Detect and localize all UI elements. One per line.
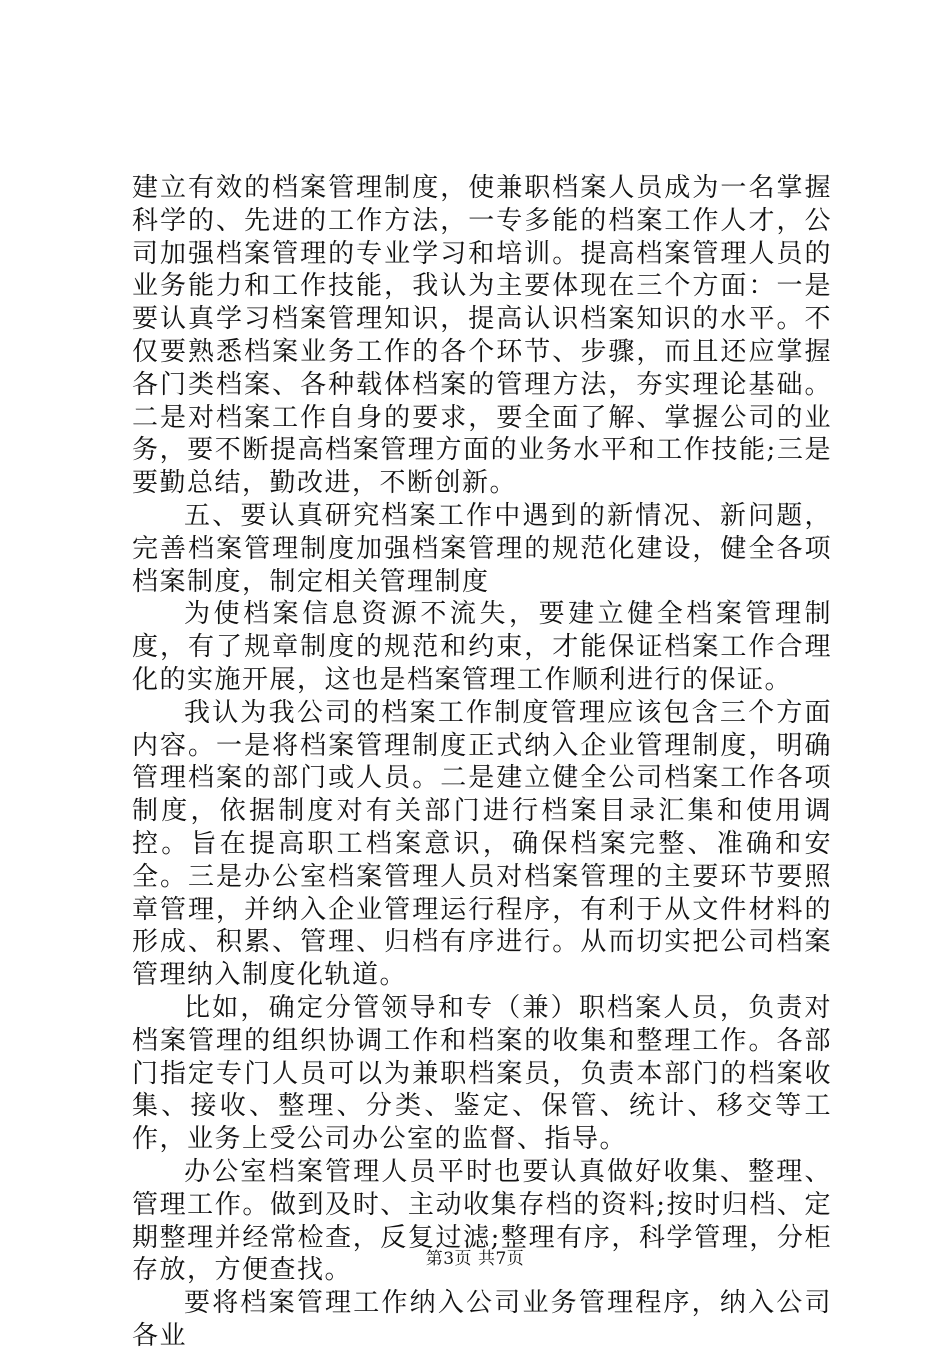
document-body	[132, 172, 832, 1353]
paragraph-7: 要将档案管理工作纳入公司业务管理程序，纳入公司各业	[132, 1288, 832, 1351]
page-footer: 第3页 共7页	[425, 1249, 525, 1269]
paragraph-1: 建立有效的档案管理制度，使兼职档案人员成为一名掌握科学的、先进的工作方法，一专多能的档案工作人才，公司加强档案管理的专业学习和培训。提高档案管理人员的业务能力和工作技能，我认为主要体现在三个方面：一是要认真学习档案管理知识，提高认识档案知识的水平。不仅要熟悉档案业务工作的各个环节、步骤，而且还应掌握各门类档案、各种载体档案的管理方法，夯实理论基础。二是对档案工作自身的要求，要全面了解、掌握公司的业务，要不断提高档案管理方面的业务水平和工作技能;三是要勤总结，勤改进，不断创新。	[132, 173, 832, 499]
paragraph-5: 比如，确定分管领导和专（兼）职档案人员，负责对档案管理的组织协调工作和档案的收集和整理工作。各部门指定专门人员可以为兼职档案员，负责本部门的档案收集、接收、整理、分类、鉴定、保管、统计、移交等工作，业务上受公司办公室的监督、指导。	[132, 992, 832, 1155]
paragraph-6: 办公室档案管理人员平时也要认真做好收集、整理、管理工作。做到及时、主动收集存档的资料;按时归档、定期整理并经常检查，反复过滤;整理有序，科学管理，分柜存放，方便查找。	[132, 1156, 832, 1286]
paragraph-4: 我认为我公司的档案工作制度管理应该包含三个方面内容。一是将档案管理制度正式纳入企业管理制度，明确管理档案的部门或人员。二是建立健全公司档案工作各项制度，依据制度对有关部门进行档案目录汇集和使用调控。旨在提高职工档案意识，确保档案完整、准确和安全。三是办公室档案管理人员对档案管理的主要环节要照章管理，并纳入企业管理运行程序，有利于从文件材料的形成、积累、管理、归档有序进行。从而切实把公司档案管理纳入制度化轨道。	[132, 697, 832, 991]
paragraph-3: 为使档案信息资源不流失，要建立健全档案管理制度，有了规章制度的规范和约束，才能保证档案工作合理化的实施开展，这也是档案管理工作顺利进行的保证。	[132, 599, 832, 695]
paragraph-2: 五、要认真研究档案工作中遇到的新情况、新问题，完善档案管理制度加强档案管理的规范化建设，健全各项档案制度，制定相关管理制度	[132, 500, 832, 597]
